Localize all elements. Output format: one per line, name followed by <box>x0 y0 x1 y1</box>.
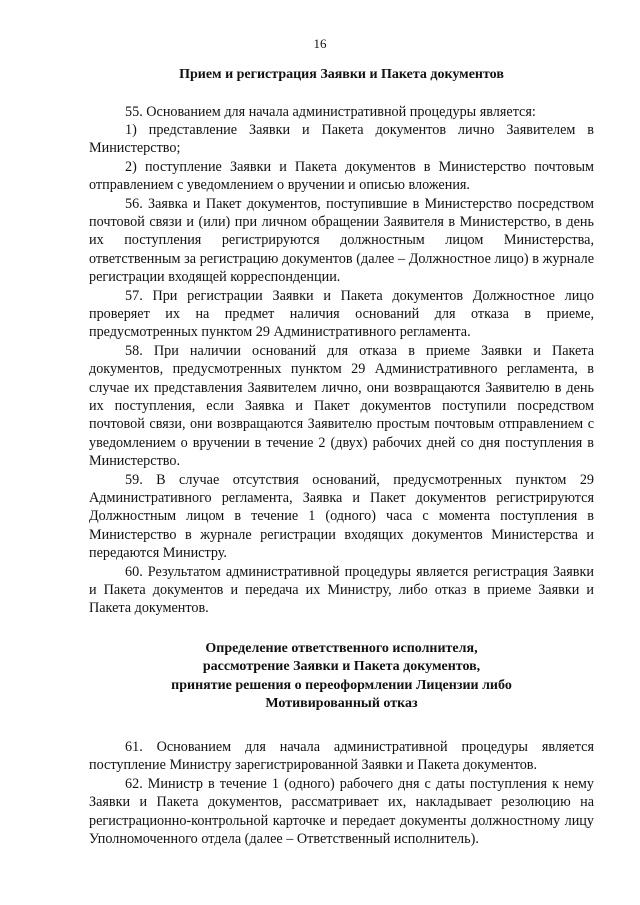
section-title-reception: Прием и регистрация Заявки и Пакета документов <box>179 67 504 82</box>
paragraph-55-item-2: 2) поступление Заявки и Пакета документов в Министерство почтовым отправлением с уведомлением о вручении и описью вложения. <box>89 158 594 194</box>
section-title-line: рассмотрение Заявки и Пакета документов, <box>202 659 481 675</box>
paragraph-56: 56. Заявка и Пакет документов, поступившие в Министерство посредством почтовой связи и (или) при личном обращении Заявителя в Министерство, в день их поступления регистрируются должностным лицом Министерства, ответственным за регистрацию документов (далее – Должностное лицо) в журнале регистрации входящей корреспонденции. <box>89 195 594 286</box>
paragraph-58: 58. При наличии оснований для отказа в приеме Заявки и Пакета документов, предусмотренных пунктом 29 Административного регламента, в случае их представления Заявителем лично, они возвращаются Заявителю в день их поступления, если Заявка и Пакет документов поступили посредством почтовой связи, они возвращаются Заявителю простым почтовым отправлением с уведомлением о вручении в течение 2 (двух) рабочих дней со дня поступления в Министерство. <box>89 342 594 470</box>
section-title-line: принятие решения о переоформлении Лицензии либо <box>171 677 512 693</box>
paragraph-60: 60. Результатом административной процедуры является регистрация Заявки и Пакета документов и передача их Министру, либо отказ в приеме Заявки и Пакета документов. <box>89 563 594 617</box>
section-title-line: Определение ответственного исполнителя, <box>205 640 478 656</box>
page-number: 16 <box>313 36 327 51</box>
section-title-line: Мотивированный отказ <box>265 696 418 712</box>
section-title-responsible-executor <box>89 640 594 714</box>
paragraph-55: 55. Основанием для начала административной процедуры является: <box>125 103 536 120</box>
paragraph-61: 61. Основанием для начала административной процедуры является поступление Министру зарегистрированной Заявки и Пакета документов. <box>89 738 594 774</box>
paragraph-62: 62. Министр в течение 1 (одного) рабочего дня с даты поступления к нему Заявки и Пакета документов, рассматривает их, накладывает резолюцию на регистрационно-контрольной карточке и передает документы должностному лицу Уполномоченного отдела (далее – Ответственный исполнитель). <box>89 775 594 847</box>
page-content <box>89 66 594 848</box>
paragraph-59: 59. В случае отсутствия оснований, предусмотренных пунктом 29 Административного регламента, Заявка и Пакет документов регистрируются Должностным лицом в течение 1 (одного) часа с момента поступления в Министерство в журнале регистрации входящих документов Министерства и передаются Министру. <box>89 471 594 562</box>
paragraph-55-item-1: 1) представление Заявки и Пакета документов лично Заявителем в Министерство; <box>89 121 594 157</box>
paragraph-57: 57. При регистрации Заявки и Пакета документов Должностное лицо проверяет их на предмет наличия оснований для отказа в приеме, предусмотренных пунктом 29 Административного регламента. <box>89 287 594 341</box>
